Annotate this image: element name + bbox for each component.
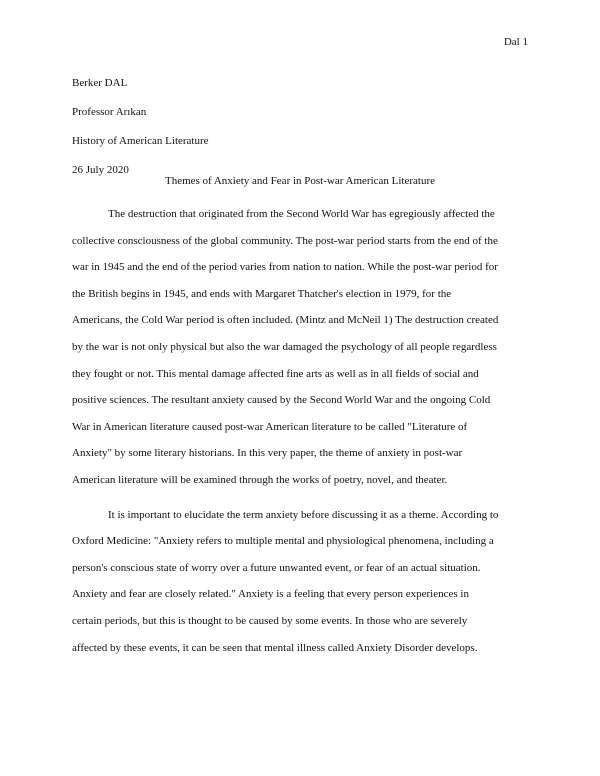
page-header-number: Dal 1 [503, 36, 528, 48]
text-line: It is important to elucidate the term anxiety before discussing it as a theme. According to [108, 508, 499, 521]
text-line: person's conscious state of worry over a future unwanted event, or fear of an actual situation. [72, 561, 481, 574]
text-line: by the war is not only physical but also the war damaged the psychology of all people regardless [72, 340, 497, 353]
body-text [72, 201, 528, 661]
paragraph-1 [72, 201, 528, 494]
text-line: collective consciousness of the global community. The post-war period starts from the end of the [72, 234, 498, 247]
text-line: the British begins in 1945, and ends with Margaret Thatcher's election in 1979, for the [72, 287, 452, 300]
text-line: affected by these events, it can be seen that mental illness called Anxiety Disorder develops. [72, 641, 478, 654]
text-line: Anxiety" by some literary historians. In this very paper, the theme of anxiety in post-war [72, 447, 463, 460]
text-line: American literature will be examined through the works of poetry, novel, and theater. [72, 473, 448, 486]
mla-heading [72, 69, 528, 185]
author-name: Berker DAL [72, 77, 128, 89]
text-line: War in American literature caused post-war American literature to be called "Literature of [72, 420, 468, 433]
course-name: History of American Literature [72, 135, 209, 147]
text-line: they fought or not. This mental damage affected fine arts as well as in all fields of social and [72, 367, 479, 380]
text-line: certain periods, but this is thought to be caused by some events. In those who are severely [72, 614, 468, 627]
text-line: Anxiety and fear are closely related." Anxiety is a feeling that every person experiences in [72, 588, 469, 601]
submission-date: 26 July 2020 [72, 164, 129, 176]
paragraph-2 [72, 502, 528, 662]
professor-name: Professor Arıkan [72, 106, 147, 118]
text-line: positive sciences. The resultant anxiety caused by the Second World War and the ongoing Cold [72, 394, 491, 407]
text-line: war in 1945 and the end of the period varies from nation to nation. While the post-war period for [72, 261, 498, 274]
text-line: Americans, the Cold War period is often included. (Mintz and McNeil 1) The destruction created [72, 314, 499, 327]
text-line: Oxford Medicine: "Anxiety refers to multiple mental and physiological phenomena, including a [72, 535, 494, 548]
paper-title: Themes of Anxiety and Fear in Post-war American Literature [164, 175, 436, 187]
text-line: The destruction that originated from the Second World War has egregiously affected the [108, 208, 495, 220]
